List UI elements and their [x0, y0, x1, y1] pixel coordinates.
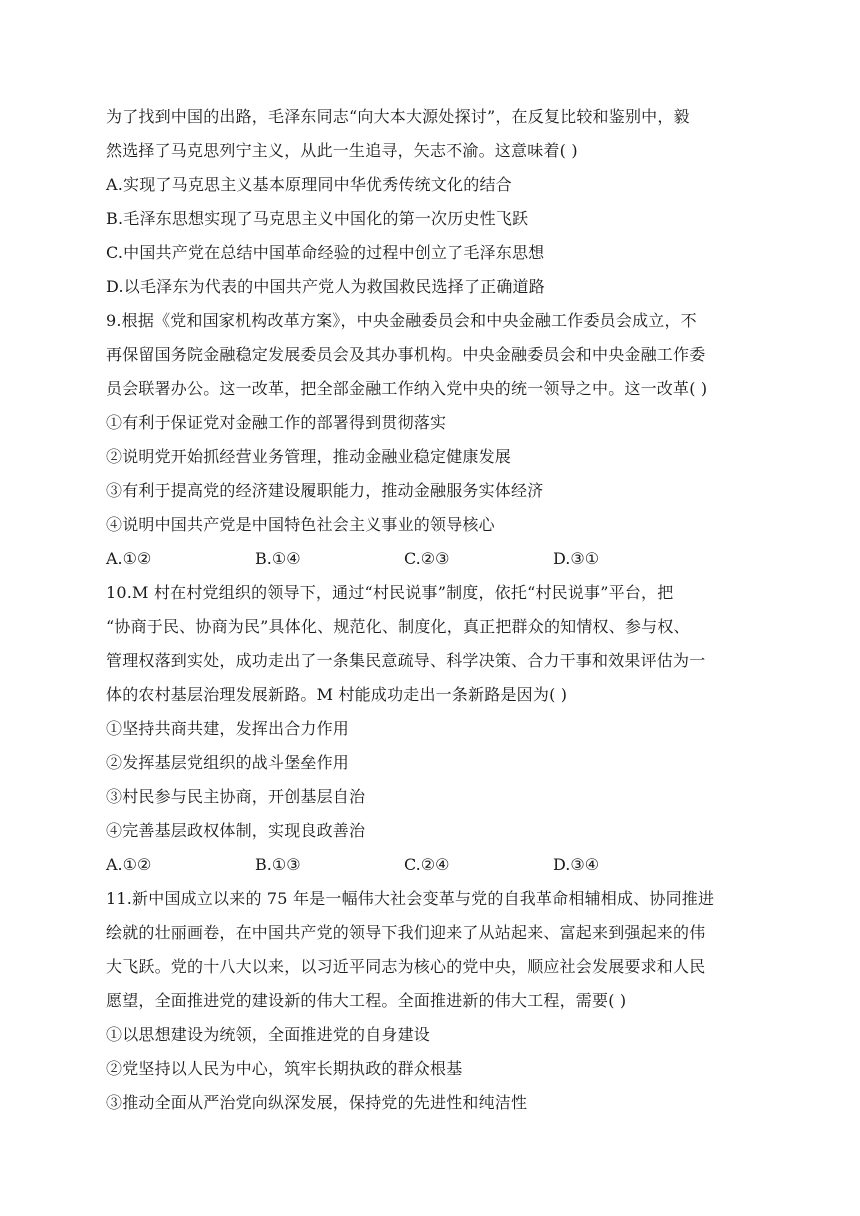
question-stem-line: “协商于民、协商为民”具体化、规范化、制度化，真正把群众的知情权、参与权、 — [106, 617, 690, 636]
choice-option: A.①② — [106, 549, 152, 568]
exam-page — [106, 100, 766, 1120]
question-stem-line: 为了找到中国的出路，毛泽东同志“向大本大源处探讨”，在反复比较和鉴别中，毅 — [106, 107, 690, 126]
question-stem-line: 9.根据《党和国家机构改革方案》，中央金融委员会和中央金融工作委员会成立，不 — [106, 311, 697, 330]
choice-option: C.②④ — [404, 855, 450, 874]
statement-item: ②说明党开始抓经营业务管理，推动金融业稳定健康发展 — [106, 447, 512, 466]
answer-option: B.毛泽东思想实现了马克思主义中国化的第一次历史性飞跃 — [106, 209, 529, 228]
question-stem-line: 11.新中国成立以来的 75 年是一幅伟大社会变革与党的自我革命相辅相成、协同推进 — [106, 889, 715, 908]
statement-item: ②党坚持以人民为中心，筑牢长期执政的群众根基 — [106, 1059, 463, 1078]
statement-item: ③有利于提高党的经济建设履职能力，推动金融服务实体经济 — [106, 481, 544, 500]
answer-option: C.中国共产党在总结中国革命经验的过程中创立了毛泽东思想 — [106, 243, 545, 262]
answer-option: D.以毛泽东为代表的中国共产党人为救国救民选择了正确道路 — [106, 277, 545, 296]
choice-option: B.①③ — [255, 855, 301, 874]
question-stem-line: 10.M 村在村党组织的领导下，通过“村民说事”制度，依托“村民说事”平台，把 — [106, 583, 674, 602]
statement-item: ③推动全面从严治党向纵深发展，保持党的先进性和纯洁性 — [106, 1093, 528, 1112]
statement-item: ①坚持共商共建，发挥出合力作用 — [106, 719, 350, 738]
statement-item: ④说明中国共产党是中国特色社会主义事业的领导核心 — [106, 515, 495, 534]
question-10 — [106, 576, 766, 882]
choice-option: D.③④ — [553, 855, 600, 874]
statement-item: ①以思想建设为统领，全面推进党的自身建设 — [106, 1025, 431, 1044]
question-8 — [106, 100, 766, 304]
choice-option: B.①④ — [255, 549, 301, 568]
statement-item: ①有利于保证党对金融工作的部署得到贯彻落实 — [106, 413, 447, 432]
choice-option: C.②③ — [404, 549, 450, 568]
choice-row — [106, 848, 766, 882]
question-stem-line: 管理权落到实处，成功走出了一条集民意疏导、科学决策、合力干事和效果评估为一 — [106, 651, 706, 670]
answer-option: A.实现了马克思主义基本原理同中华优秀传统文化的结合 — [106, 175, 512, 194]
question-stem-line: 绘就的壮丽画卷，在中国共产党的领导下我们迎来了从站起来、富起来到强起来的伟 — [106, 923, 706, 942]
statement-item: ④完善基层政权体制，实现良政善治 — [106, 821, 366, 840]
question-stem-line: 大飞跃。党的十八大以来，以习近平同志为核心的党中央，顺应社会发展要求和人民 — [106, 957, 706, 976]
question-9 — [106, 304, 766, 576]
question-stem-line: 再保留国务院金融稳定发展委员会及其办事机构。中央金融委员会和中央金融工作委 — [106, 345, 706, 364]
choice-row — [106, 542, 766, 576]
question-stem-line: 愿望，全面推进党的建设新的伟大工程。全面推进新的伟大工程，需要( ) — [106, 991, 627, 1010]
question-11 — [106, 882, 766, 1120]
choice-option: A.①② — [106, 855, 152, 874]
choice-option: D.③① — [553, 549, 600, 568]
question-stem-line: 体的农村基层治理发展新路。M 村能成功走出一条新路是因为( ) — [106, 685, 568, 704]
statement-item: ②发挥基层党组织的战斗堡垒作用 — [106, 753, 350, 772]
question-stem-line: 然选择了马克思列宁主义，从此一生追寻，矢志不渝。这意味着( ) — [106, 141, 578, 160]
question-stem-line: 员会联署办公。这一改革，把全部金融工作纳入党中央的统一领导之中。这一改革( ) — [106, 379, 708, 398]
statement-item: ③村民参与民主协商，开创基层自治 — [106, 787, 366, 806]
